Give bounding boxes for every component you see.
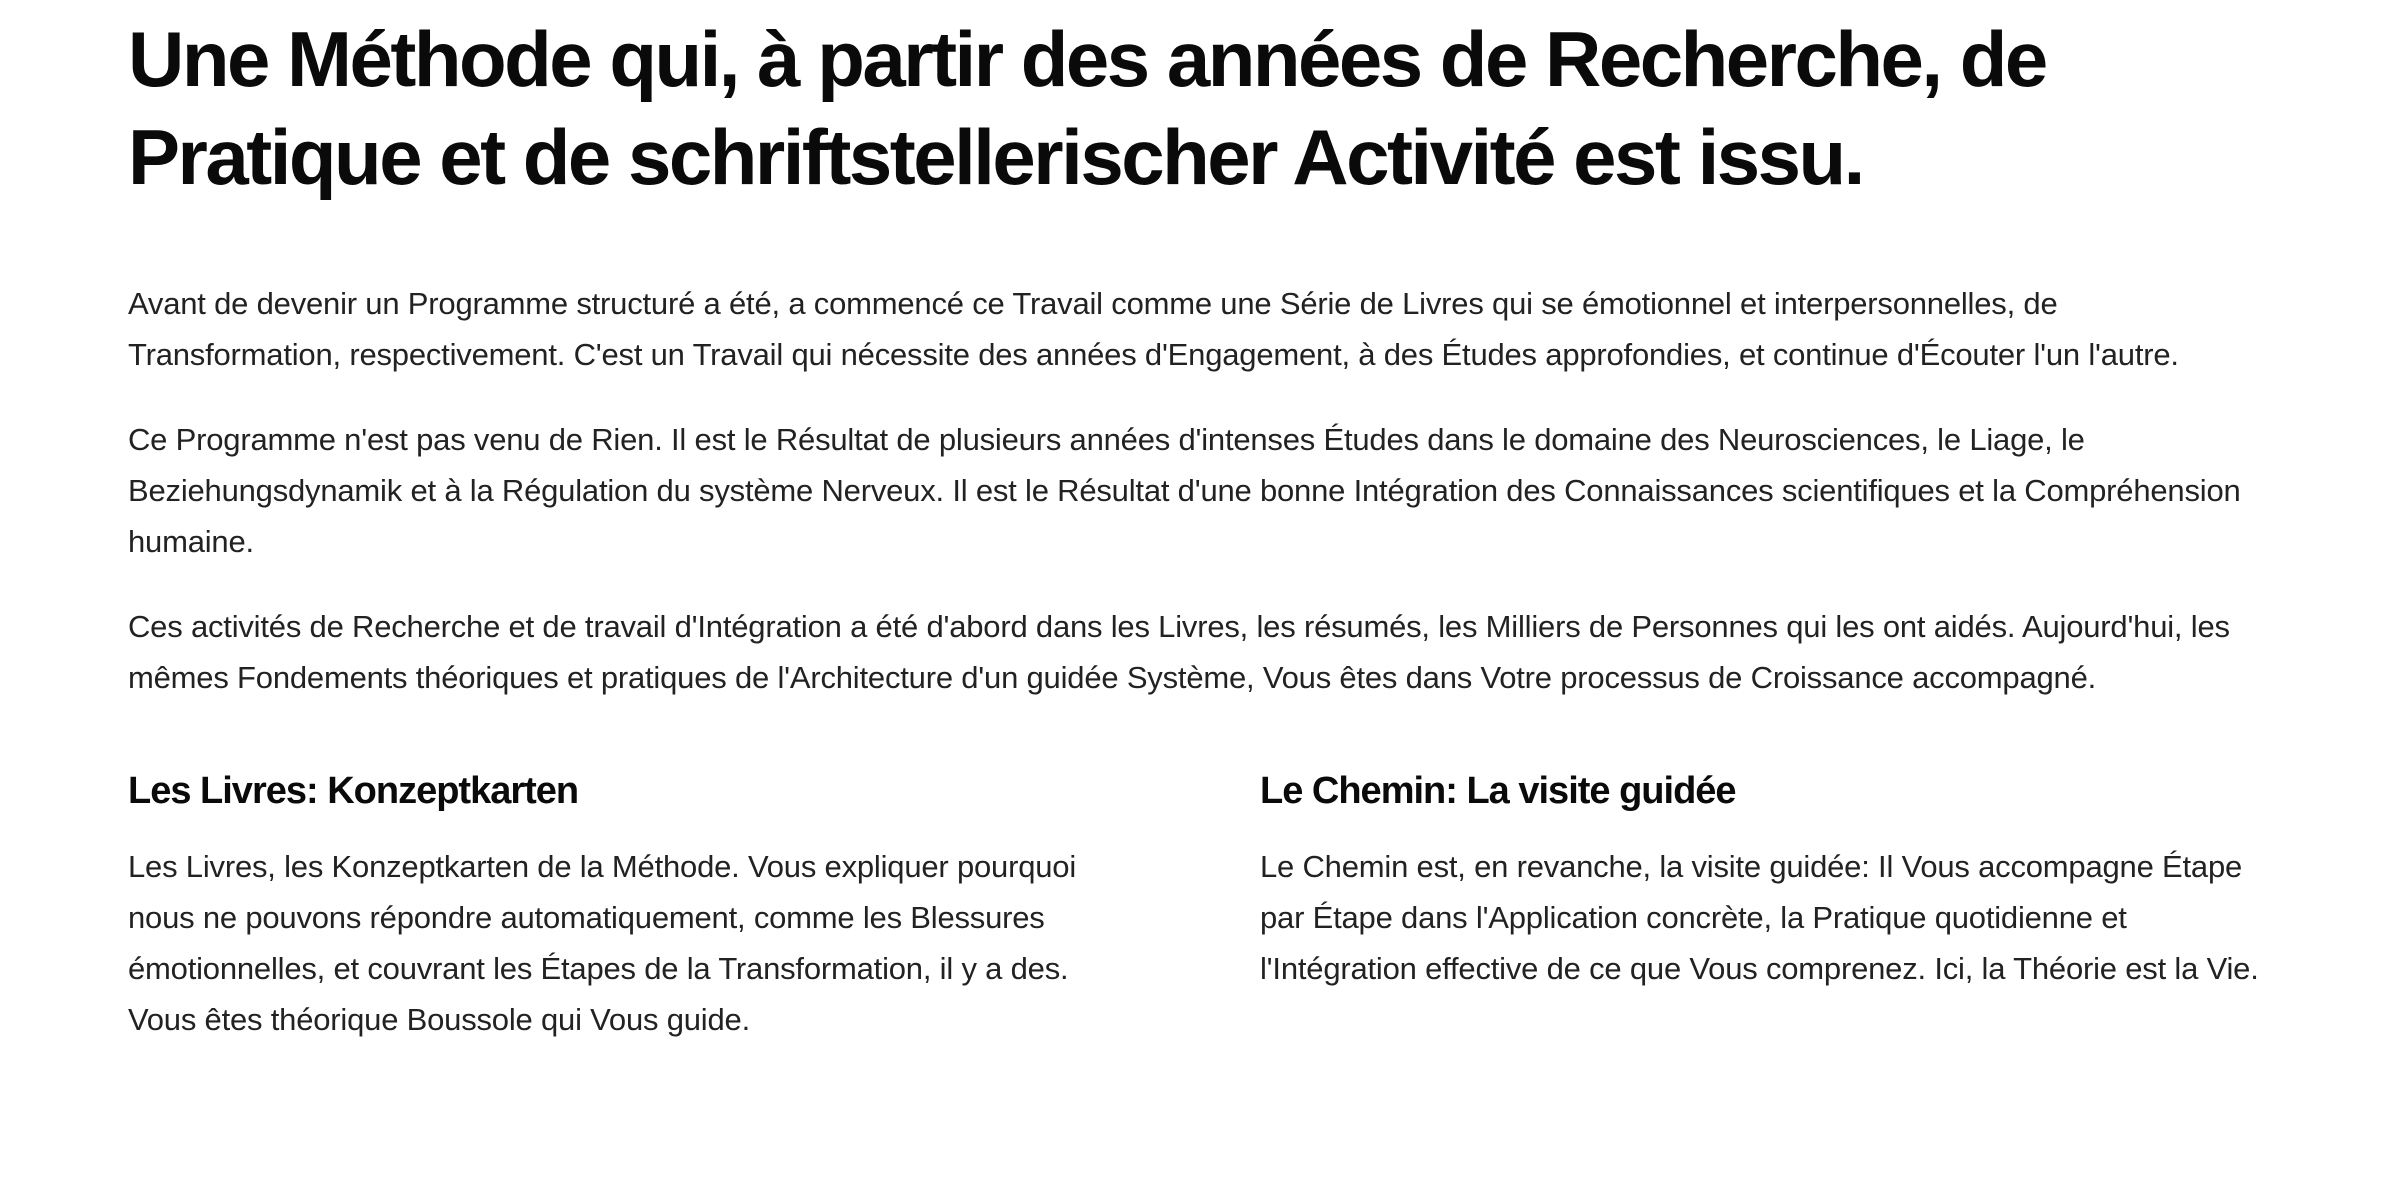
path-heading: Le Chemin: La visite guidée — [1260, 770, 1736, 812]
intro-section — [128, 278, 2268, 703]
two-column-section — [128, 767, 2272, 1045]
intro-paragraph-1: Avant de devenir un Programme structuré a été, a commencé ce Travail comme une Série de Livres qui se émotionnel et interpersonnelles, de Transformation, respectivement. C'est un Travail qui nécessite des années d'Engagement, à des Études approfondies, et continue d'Écouter l'un l'autre. — [128, 286, 2179, 372]
intro-paragraph-2: Ce Programme n'est pas venu de Rien. Il est le Résultat de plusieurs années d'intenses Études dans le domaine des Neurosciences, le Liage, le Beziehungsdynamik et à la Régulation du système Nerveux. Il est le Résultat d'une bonne Intégration des Connaissances scientifiques et la Compréhension humaine. — [128, 422, 2241, 559]
books-column — [128, 767, 1140, 1045]
intro-paragraph-3: Ces activités de Recherche et de travail d'Intégration a été d'abord dans les Livres, les résumés, les Milliers de Personnes qui les ont aidés. Aujourd'hui, les mêmes Fondements théoriques et pratiques de l'Architecture d'un guidée Système, Vous êtes dans Votre processus de Croissance accompagné. — [128, 609, 2230, 695]
path-column — [1260, 767, 2272, 1045]
books-body: Les Livres, les Konzeptkarten de la Méthode. Vous expliquer pourquoi nous ne pouvons répondre automatiquement, comme les Blessures émotionnelles, et couvrant les Étapes de la Transformation, il y a des. Vous êtes théorique Boussole qui Vous guide. — [128, 849, 1077, 1037]
path-body: Le Chemin est, en revanche, la visite guidée: Il Vous accompagne Étape par Étape dans l'Application concrète, la Pratique quotidienne et l'Intégration effective de ce que Vous comprenez. Ici, la Théorie est la Vie. — [1260, 849, 2259, 986]
page-title: Une Méthode qui, à partir des années de Recherche, de Pratique et de schriftstellerischer Activité est issu. — [128, 15, 2046, 201]
books-heading: Les Livres: Konzeptkarten — [128, 770, 579, 812]
